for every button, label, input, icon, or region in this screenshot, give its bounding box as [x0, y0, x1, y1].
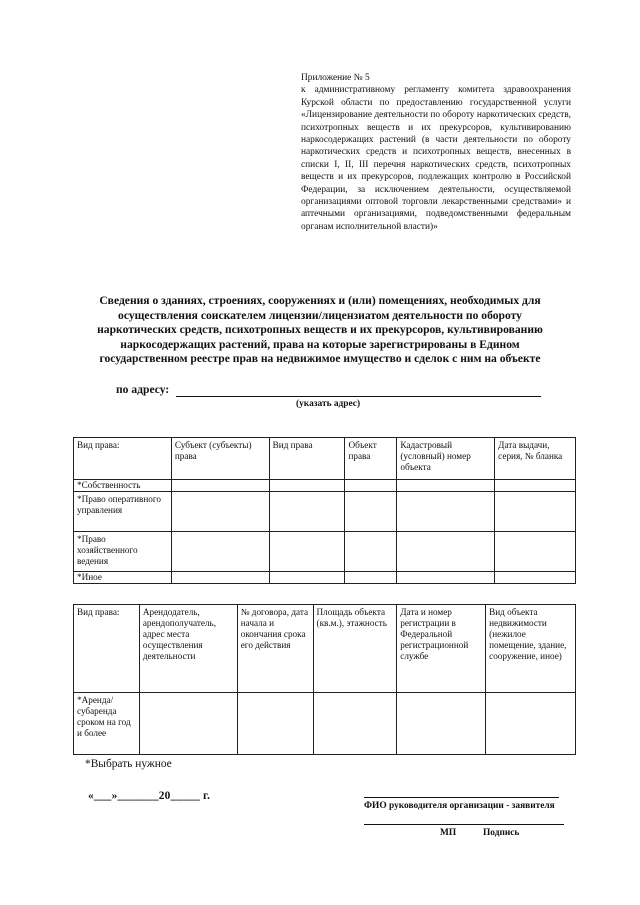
table-cell[interactable] — [269, 532, 345, 572]
table-cell[interactable] — [495, 532, 576, 572]
appendix-text: к административному регламенту комитета здравоохранения Курской области по предоставлению государственной услуги «Лицензирование деятельности по обороту наркотических средств, психотропных веществ и их прекурсоров, культивированию наркосодержащих растений (в части деятельности по обороту наркотических средств и психотропных веществ, внесенных в списки I, II, III перечня наркотических средств, психотропных веществ и их прекурсоров, подлежащих контролю в Российской Федерации, за исключением деятельности, осуществляемой организациями оптовой торговли лекарственными средствами» и аптечными организациями, подведомственными федеральным органам исполнительной власти)» — [301, 85, 571, 232]
table-row — [74, 572, 576, 584]
signature-line[interactable] — [364, 824, 564, 825]
row-label: *Право хозяйственного ведения — [74, 532, 172, 572]
table-cell[interactable] — [269, 492, 345, 532]
table-header-cell: Арендодатель, арендополучатель, адрес места осуществления деятельности — [139, 605, 237, 693]
ownership-table — [73, 437, 576, 584]
document-title: Сведения о зданиях, строениях, сооружениях и (или) помещениях, необходимых для осуществления соискателем лицензии/лицензиатом деятельности по обороту наркотических средств, психотропных веществ и их прекурсоров, культивированию наркосодержащих растений, права на которые зарегистрированы в Едином государственном реестре прав на недвижимое имущество и сделок с ним на объекте — [97, 294, 543, 366]
table-cell[interactable] — [237, 693, 313, 755]
table-cell[interactable] — [269, 480, 345, 492]
date-field[interactable]: «___»_______20_____ г. — [88, 790, 211, 802]
address-label: по адресу: — [116, 383, 170, 396]
table-cell[interactable] — [397, 532, 495, 572]
table-cell[interactable] — [495, 572, 576, 584]
table-header-cell: Вид права: — [74, 605, 140, 693]
table-cell[interactable] — [171, 572, 269, 584]
table-header-cell: № договора, дата начала и окончания срока его действия — [237, 605, 313, 693]
table-header-row — [74, 438, 576, 480]
table-row — [74, 693, 576, 755]
table-header-cell: Вид объекта недвижимости (нежилое помещение, здание, сооружение, иное) — [486, 605, 576, 693]
appendix-block — [301, 72, 571, 233]
table-cell[interactable] — [495, 492, 576, 532]
select-note: *Выбрать нужное — [85, 758, 172, 770]
table-header-cell: Дата выдачи, серия, № бланка — [495, 438, 576, 480]
table-cell[interactable] — [345, 492, 397, 532]
row-label: *Иное — [74, 572, 172, 584]
table-cell[interactable] — [495, 480, 576, 492]
table-row — [74, 480, 576, 492]
table-cell[interactable] — [171, 492, 269, 532]
address-hint: (указать адрес) — [296, 399, 361, 409]
table-header-cell: Дата и номер регистрации в Федеральной регистрационной службе — [397, 605, 486, 693]
table-cell[interactable] — [345, 480, 397, 492]
table-header-cell: Объект права — [345, 438, 397, 480]
lease-table — [73, 604, 576, 755]
appendix-heading: Приложение № 5 — [301, 73, 370, 83]
table-cell[interactable] — [313, 693, 397, 755]
table-cell[interactable] — [139, 693, 237, 755]
table-header-cell: Вид права — [269, 438, 345, 480]
table-cell[interactable] — [397, 693, 486, 755]
table-cell[interactable] — [269, 572, 345, 584]
table-cell[interactable] — [171, 480, 269, 492]
table-row — [74, 492, 576, 532]
row-label: *Собственность — [74, 480, 172, 492]
address-field-line[interactable] — [176, 396, 541, 397]
row-label: *Аренда/ субаренда сроком на год и более — [74, 693, 140, 755]
table-row — [74, 532, 576, 572]
table-cell[interactable] — [345, 572, 397, 584]
table-header-row — [74, 605, 576, 693]
row-label: *Право оперативного управления — [74, 492, 172, 532]
stamp-label: МП — [440, 828, 457, 838]
table-cell[interactable] — [345, 532, 397, 572]
table-cell[interactable] — [397, 492, 495, 532]
table-header-cell: Субъект (субъекты) права — [171, 438, 269, 480]
table-cell[interactable] — [397, 572, 495, 584]
head-name-label: ФИО руководителя организации - заявителя — [364, 801, 555, 811]
table-cell[interactable] — [486, 693, 576, 755]
table-cell[interactable] — [171, 532, 269, 572]
signature-label: Подпись — [483, 828, 520, 838]
table-header-cell: Вид права: — [74, 438, 172, 480]
table-cell[interactable] — [397, 480, 495, 492]
table-header-cell: Площадь объекта (кв.м.), этажность — [313, 605, 397, 693]
table-header-cell: Кадастровый (условный) номер объекта — [397, 438, 495, 480]
head-name-line[interactable] — [364, 797, 559, 798]
